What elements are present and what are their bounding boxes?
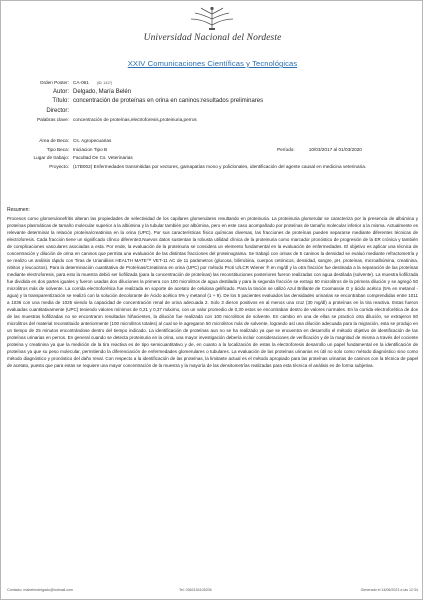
area-beca-value: Cs. Agropecuarias <box>73 137 112 143</box>
field-titulo <box>1 97 423 107</box>
titulo-value: concentración de proteínas en orina en caninos:resultados preliminares <box>73 98 264 105</box>
lugar-trabajo-label: Lugar de trabajo: <box>33 155 69 161</box>
page-footer <box>1 586 423 596</box>
record-fields <box>1 79 423 181</box>
university-logo-icon <box>187 5 237 31</box>
footer-generado: Generado el 14/06/2023 a las 12:34 <box>360 588 418 592</box>
tipo-beca-value: Iniciacion Tipo B <box>73 146 108 152</box>
field-director <box>1 107 423 117</box>
footer-contacto: Contacto: mabelendelgado@hotmail.com <box>7 588 73 592</box>
autor-label: Autor: <box>52 88 69 95</box>
spacer <box>1 125 423 137</box>
field-proyecto <box>1 163 423 181</box>
proyecto-value: (17B002) Enfermedades transmitidas por vectores, gamapatías mono y policlonales, identificación del agente causal en medicina veterinaria. <box>73 163 367 169</box>
periodo-value: 10/03/2017 al 01/03/2020 <box>308 146 362 152</box>
orden-poster-value: CA-061 (ID: 1417) <box>73 80 112 85</box>
titulo-label: Título: <box>52 98 69 105</box>
resumen-text: Procesos como glomerulonefritis alteran las propiedades de selectividad de los capilares glomerulares resultando en proteinuria. La proteinuria glomerular se caracteriza por la presencia de albúmina y proteínas plasmáticas de tamaño molecular superior a la albúmina y la tubular también por albúmina, pero en este caso acompañado por proteínas de tamaño molecular inferior a la misma. Actualmente es relevante determinar la relación proteína/creatinina en la orina (UPC). Por sus características físico químicas diversas, las fracciones de proteínas pueden separarse mediante diferentes técnicas de electroforesis. Cada fracción tiene un significado clínico diferente3.Nuevos datos sustentan la robusta utilidad clínica de la proteinuria como marcador pronóstico de progresión de la ER crónica y también de complicaciones vasculares asociadas a esta. Por ende, la evaluación de la proteinuria se considera un elemento fundamental en la evaluación de enfermedades. El objetivo es aplicar una técnica de concentración y dilución de orina en caninos que permita una evaluación de las distintas fracciones del proteinograma. Se trabajó con orinas de 5 caninos la densidad se evaluó mediante refractometría y se realizo un análisis rápido con Tiras de Urianálisis HEALTH MATE™ VET-11 AC de 11 parámetros (glucosa, bilirrubina, cuerpos cetónicos, densidad, sangre, pH, proteínas, microalbúmina, creatinina, nitritos y leucocitos). Para la determinación cuantitativa de Proteínas/Creatinina en orina (UPC) por método Proti U/LCR Wiener ® en mg/dl y la otra fracción fue destinada a la separación de las proteínas mediante electroforesis, para esto la muestra debió ser liofilizada (para la concentración de proteínas) las reconstituciones posteriores fueron realizadas con agua destilada (solvente). La muestra liofilizada fue dividida en dos partes iguales y fueron usadas dos diluciones la primera con 100 microlitros de agua destilada y para la segunda fracción se extrajo 50 microlitros de la primera dilución y se agregó 50 microlitros más de solvente. La corrida electroforética fue realizada en soporte de acetato de celulosa gelificado. Para la tinción se utilizó Azul Brillante de Coomassie G y ácido acético (5% en metanol - agua) y la transparentización se realizó con la solución decolorante de Ácido acético 5% y metanol (1 + 9). De los 5 pacientes evaluados las densidades urinarias se encontraban comprendidas entre 1011 a 1036 con una media de 1025 siendo la capacidad de concentración renal de orina adecuada 2. Solo 3 dieron positivos en al menos una cruz (30 mg/dl) a proteínas en la tira reactiva. Estas fueron evaluadas cuantitativamente (UPC) teniendo valores mínimos de 0,21 y 0,37 máximo, con un valor promedio de 0,30 estos se encontraban dentro de valores normales. En la corrida electroforética de dos de las muestras liofilizadas no se encontraron resultados hiñacientes, la dilución fue realizada con 100 microlitros de solvente. En cambio en una de ellas se practicó otra dilución, se extrajeron 50 microlitros del material reconstituido anteriormente (100 microlitros totales) al cual se le agregaron 50 microlitros más de solvente, logrando así una dilución adecuada para la migración, esta se produjo en un tiempo de 25 minutos encontrándose dentro del tiempo indicado. La identificación de proteínas aun no se ha realizado ya que se encuentra en desarrollo el método objetivo de identificación de las proteínas urinarias en perros. En general cuando se detecta proteinuria en la orina, una mayor investigación debería incluir consideraciones de verificación y de la magnitud de misma a través del cociente proteína y creatinina ya que la medición de la tira reactiva es de tipo semicuantitativo y de, en cuanto a la localización de estas la electroforesis desarrollo un papel fundamental en la identificación de proteínas ya que su peso molecular, permitiendo la diferenciación de enfermedades glomerulares o tubulares. La evaluación de las proteínas urinarias es útil no solo como método diagnóstico sino como método diagnóstico y pronóstico del daño renal. Con respecto a la identificación de las proteínas, la limitante actual es el método apropiado para las proteínas urinarias de caninos con la técnica de papel de acetato, puesto que para estas se requiere una mayor concentración de la muestra y la mayoría de las densitometrías realizadas para esta técnica el análisis es de forma subjetiva. <box>7 216 418 368</box>
conference-title: XXIV Comunicaciones Científicas y Tecnológicas <box>127 59 298 68</box>
poster-id-tag: (ID: 1417) <box>96 81 112 85</box>
area-beca-label: Área de Beca: <box>39 137 69 143</box>
university-name: Universidad Nacional del Nordeste <box>143 33 282 43</box>
proyecto-label: Proyecto: <box>49 163 69 169</box>
autor-value: Delgado, María Belén <box>73 88 132 95</box>
footer-tel: Tel: 0362154105206 <box>179 588 212 592</box>
field-area-beca <box>1 137 423 146</box>
palabras-clave-value: concentración de proteínas,electroforesis,proteinuria,perros <box>73 117 197 123</box>
field-tipo-beca <box>1 146 423 155</box>
tipo-beca-label: Tipo Beca: <box>46 146 69 152</box>
field-orden-poster <box>1 79 423 88</box>
palabras-clave-label: Palabras clave: <box>36 117 69 123</box>
field-palabras-clave <box>1 116 423 125</box>
field-lugar-trabajo <box>1 154 423 163</box>
resumen-label: Resumen: <box>7 207 30 213</box>
periodo-label: Período: <box>277 146 295 152</box>
periodo <box>277 146 362 155</box>
orden-poster-label: Orden Poster: <box>39 80 69 85</box>
lugar-trabajo-value: Facultad De Cs. Veterinarias <box>73 155 133 161</box>
director-label: Director: <box>46 107 69 114</box>
field-autor <box>1 88 423 98</box>
